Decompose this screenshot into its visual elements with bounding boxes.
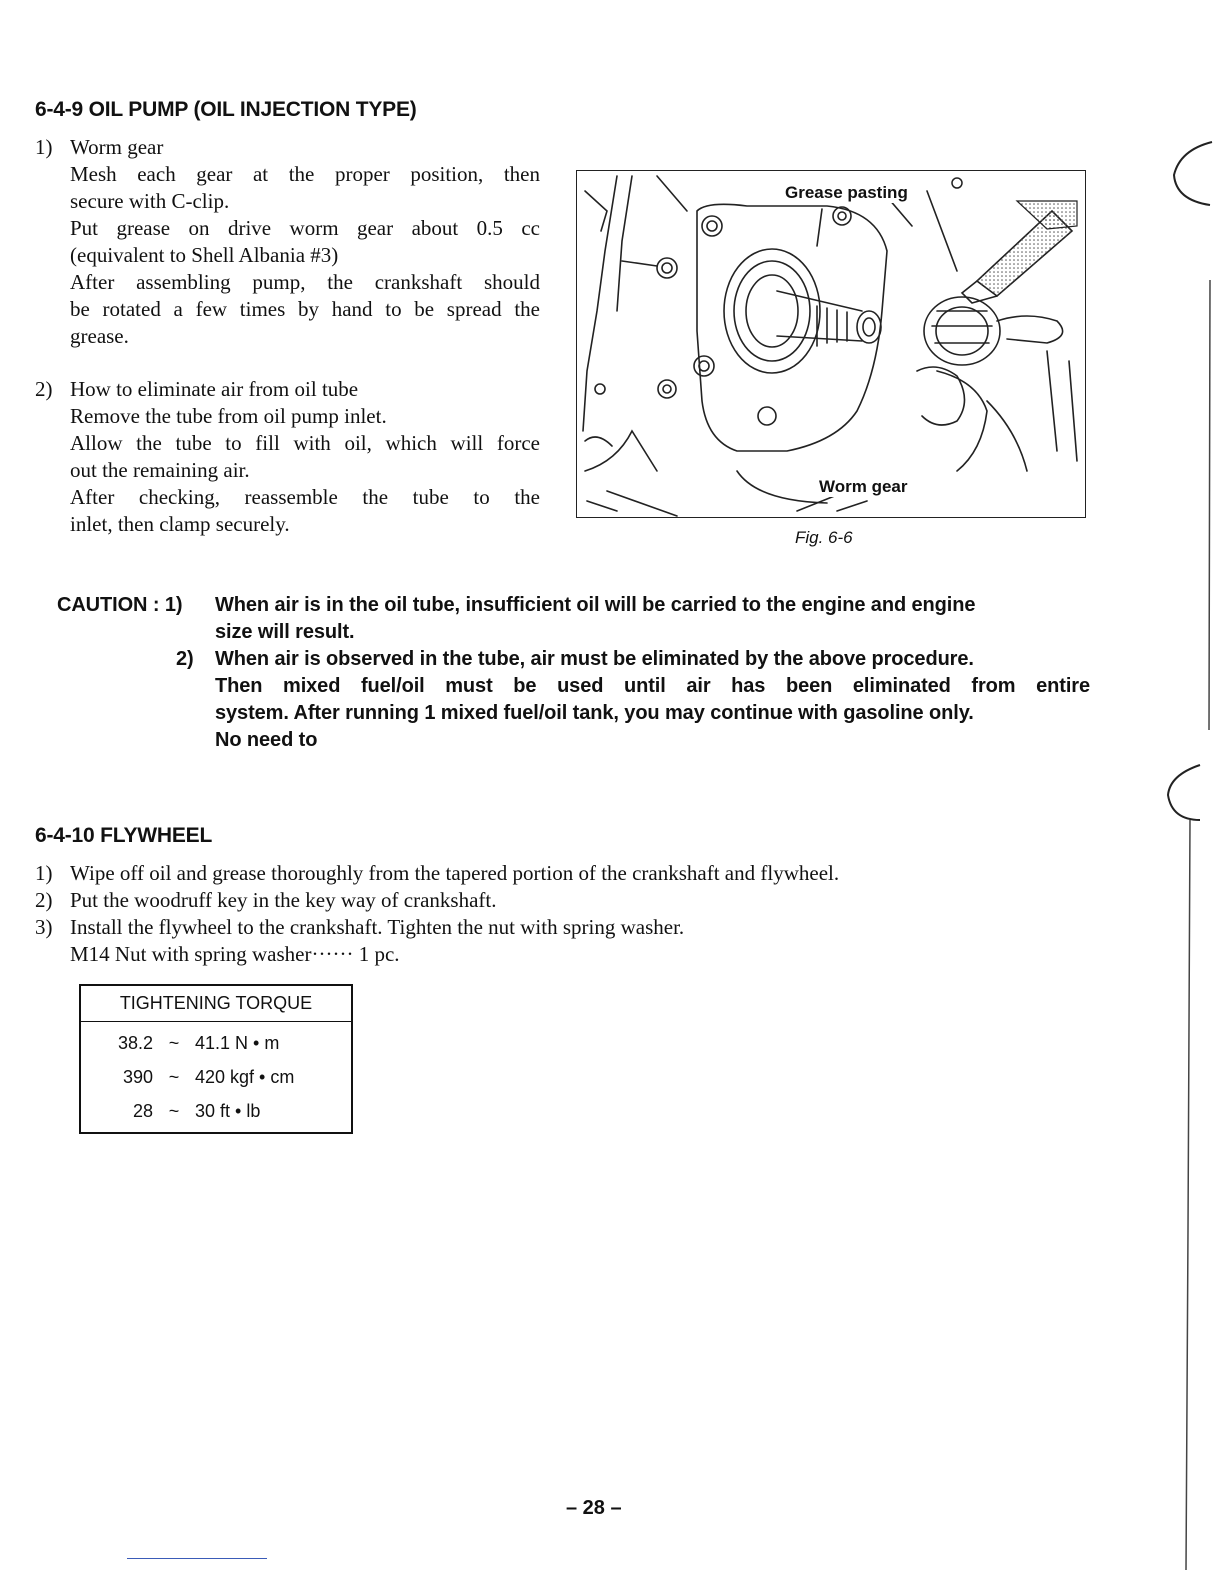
- body-line: Remove the tube from oil pump inlet.: [70, 404, 387, 428]
- table-row: [81, 1060, 345, 1094]
- torque-max: 420 kgf • cm: [195, 1066, 295, 1087]
- torque-max: 41.1 N • m: [195, 1032, 280, 1053]
- nut-spec-line: M14 Nut with spring washer······ 1 pc.: [70, 942, 400, 966]
- body-line: Mesh each gear at the proper position, then: [70, 162, 540, 186]
- binder-hole-middle: [1168, 765, 1200, 820]
- body-line: out the remaining air.: [70, 458, 250, 482]
- item2-body: [70, 403, 540, 538]
- page-edge-line: [1186, 280, 1210, 1570]
- body-line: Allow the tube to fill with oil, which will force: [70, 431, 540, 455]
- torque-min: 390: [122, 1066, 153, 1087]
- body-line: Put grease on drive worm gear about 0.5 cc: [70, 216, 540, 240]
- item-number: 2): [35, 888, 53, 912]
- flywheel-step-3: Install the flywheel to the crankshaft. Tighten the nut with spring washer.: [70, 915, 685, 939]
- caution-line: No need to: [215, 729, 318, 751]
- body-line: inlet, then clamp securely.: [70, 512, 290, 536]
- caution-label: CAUTION : 1): [57, 594, 183, 616]
- caution-line: system. After running 1 mixed fuel/oil tank, you may continue with gasoline only.: [215, 702, 974, 724]
- body-line: grease.: [70, 324, 129, 348]
- caution-line: When air is in the oil tube, insufficient oil will be carried to the engine and engine: [215, 594, 976, 616]
- figure-illustration: [577, 171, 1085, 517]
- flywheel-step-1: Wipe off oil and grease thoroughly from the tapered portion of the crankshaft and flywheel.: [70, 861, 840, 885]
- caution-item-2: [215, 646, 1090, 754]
- torque-table-header: TIGHTENING TORQUE: [81, 986, 351, 1022]
- item-number: 1): [35, 135, 53, 159]
- torque-tilde: ~: [168, 1066, 180, 1087]
- section-heading-oil-pump: 6-4-9 OIL PUMP (OIL INJECTION TYPE): [35, 98, 417, 121]
- caution-item-1: [215, 592, 1090, 646]
- item-number: 2): [35, 377, 53, 401]
- item-number: 1): [35, 861, 53, 885]
- torque-min: 38.2: [117, 1032, 153, 1053]
- torque-tilde: ~: [168, 1032, 180, 1053]
- item-number: 3): [35, 915, 53, 939]
- body-line: After checking, reassemble the tube to the: [70, 485, 540, 509]
- scan-underline-artifact: [127, 1558, 267, 1559]
- scan-edge-artifacts: [1160, 130, 1224, 1570]
- torque-tilde: ~: [168, 1100, 180, 1121]
- section-heading-flywheel: 6-4-10 FLYWHEEL: [35, 824, 213, 847]
- torque-table-body: [81, 1026, 345, 1128]
- item-title-eliminate-air: How to eliminate air from oil tube: [70, 377, 359, 401]
- body-line: be rotated a few times by hand to be spread the: [70, 297, 540, 321]
- binder-hole-top: [1174, 142, 1212, 205]
- body-line: secure with C-clip.: [70, 189, 230, 213]
- table-row: [81, 1094, 345, 1128]
- figure-oil-pump: [576, 170, 1086, 518]
- item1-body: [70, 161, 540, 350]
- label-grease-pasting: Grease pasting: [785, 183, 908, 202]
- caution-item-number: 2): [176, 648, 194, 670]
- torque-max: 30 ft • lb: [195, 1100, 261, 1121]
- table-row: [81, 1026, 345, 1060]
- torque-table: [79, 984, 353, 1134]
- caution-line: size will result.: [215, 621, 355, 643]
- label-worm-gear: Worm gear: [819, 477, 908, 496]
- body-line: (equivalent to Shell Albania #3): [70, 243, 339, 267]
- item-title-worm-gear: Worm gear: [70, 135, 164, 159]
- page-number: – 28 –: [566, 1497, 622, 1519]
- body-line: After assembling pump, the crankshaft should: [70, 270, 540, 294]
- caution-line: When air is observed in the tube, air must be eliminated by the above procedure.: [215, 648, 974, 670]
- caution-line: Then mixed fuel/oil must be used until air has been eliminated from entire: [215, 675, 1090, 697]
- torque-min: 28: [132, 1100, 153, 1121]
- figure-caption: Fig. 6-6: [795, 528, 853, 547]
- flywheel-step-2: Put the woodruff key in the key way of crankshaft.: [70, 888, 497, 912]
